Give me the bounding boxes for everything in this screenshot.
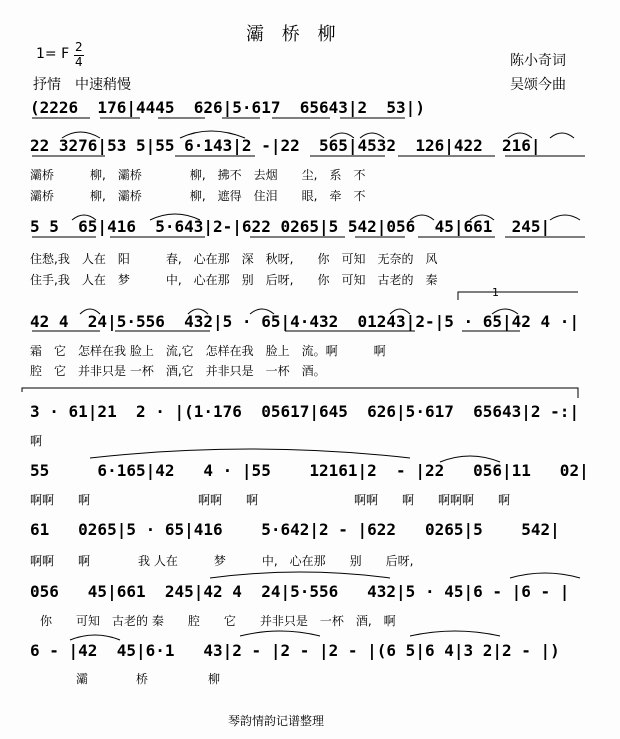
- volta-number: 1: [492, 286, 499, 299]
- score-row-6: 61 0265|5 · 65|416 5·642|2 - |622 0265|5 542|: [30, 520, 560, 539]
- lyric-row-4: 啊: [30, 434, 43, 448]
- tempo-marking: 抒情 中速稍慢: [33, 77, 131, 93]
- score-row-2: 5 5 65|416 5·643|2-|622 0265|5 542|056 45|661 245|: [30, 217, 551, 236]
- lyric-row-2-verse-1: 住愁,我 人在 阳 春, 心在那 深 秋呀, 你 可知 无奈的 风: [30, 252, 438, 266]
- lyric-row-3-verse-1: 霜 它 怎样在我 脸上 流,它 怎样在我 脸上 流。啊 啊: [30, 344, 386, 358]
- lyricist-credit: 陈小奇词: [510, 53, 566, 69]
- song-title: 灞 桥 柳: [246, 24, 342, 45]
- time-signature-top: 2: [75, 40, 83, 54]
- lyric-row-5: 啊啊 啊 啊啊 啊 啊啊 啊 啊啊啊 啊: [30, 493, 511, 507]
- score-row-3: 42 4 24|5·556 432|5 · 65|4·432 01243|2-|5 · 65|42 4 ·|: [30, 312, 580, 331]
- score-row-intro: (2226 176|4445 626|5·617 65643|2 53|): [30, 98, 425, 117]
- score-row-4: 3 · 61|21 2 · |(1·176 05617|645 626|5·617 65643|2 -:|: [30, 402, 580, 421]
- score-row-8: 6 - |42 45|6·1 43|2 - |2 - |2 - |(6 5|6 4|3 2|2 - |): [30, 641, 560, 660]
- time-signature-bottom: 4: [75, 55, 83, 69]
- lyric-row-6: 啊啊 啊 我 人在 梦 中, 心在那 别 后呀,: [30, 554, 414, 568]
- lyric-row-3-verse-2: 腔 它 并非只是 一杯 酒,它 并非只是 一杯 酒。: [30, 364, 326, 378]
- lyric-row-1-verse-2: 灞桥 柳, 灞桥 柳, 遮得 住泪 眼, 牵 不: [30, 189, 366, 203]
- transcriber-credit: 琴韵情韵记谱整理: [228, 714, 325, 728]
- lyric-row-2-verse-2: 住手,我 人在 梦 中, 心在那 别 后呀, 你 可知 古老的 秦: [30, 273, 438, 287]
- score-row-1: 22 3276|53 5|55 6·143|2 -|22 565|4532 126|422 216|: [30, 136, 541, 155]
- key-signature: 1= F: [36, 46, 70, 62]
- lyric-row-7: 你 可知 古老的 秦 腔 它 并非只是 一杯 酒, 啊: [40, 614, 396, 628]
- lyric-row-1-verse-1: 灞桥 柳, 灞桥 柳, 拂不 去烟 尘, 系 不: [30, 168, 366, 182]
- score-row-7: 056 45|661 245|42 4 24|5·556 432|5 · 45|6 - |6 - |: [30, 582, 570, 601]
- score-row-5: 55 6·165|42 4 · |55 12161|2 - |22 056|11 02|: [30, 461, 589, 480]
- lyric-row-8: 灞 桥 柳: [40, 672, 221, 686]
- composer-credit: 吴颂今曲: [510, 77, 566, 93]
